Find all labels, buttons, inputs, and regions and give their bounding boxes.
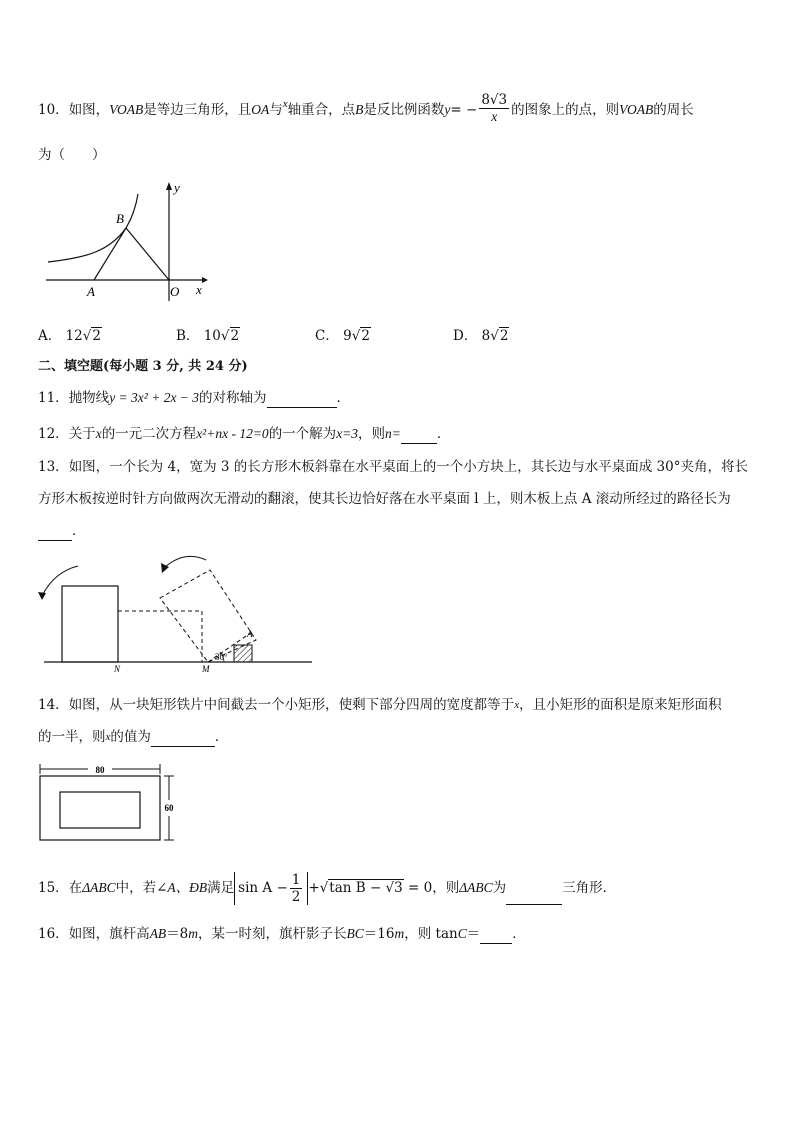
segment-ab: [94, 228, 126, 280]
option-coef: 12: [65, 328, 83, 344]
q15-text: ，则: [432, 880, 460, 896]
q16-text: 如图，旗杆高: [68, 926, 150, 942]
q10-triangle: VOAB: [619, 102, 654, 117]
option-coef: 10: [203, 328, 221, 344]
q15-half-num: 1: [291, 872, 301, 888]
q14-figure: [38, 760, 188, 846]
q15-text: 满足: [207, 880, 235, 896]
q15-number: 15．: [38, 880, 69, 896]
q10-line1: [38, 94, 694, 127]
option-key: C．: [315, 328, 339, 344]
q15-triangle: ΔABC: [82, 880, 116, 895]
option-radicand: 2: [499, 328, 509, 344]
q10-text: 轴重合，点: [287, 102, 356, 118]
q12: [38, 424, 450, 444]
option-radicand: 2: [361, 328, 370, 344]
option-radicand: 2: [92, 328, 101, 344]
q12-solution: x=3: [336, 426, 359, 441]
segment-bo: [126, 228, 169, 280]
q14-x: x: [514, 699, 520, 711]
q15-text: 中，若∠: [115, 880, 168, 896]
q16-text: ，则 tan: [404, 926, 458, 942]
q15-eq0: = 0: [408, 880, 433, 896]
option-b[interactable]: B． 10√2: [176, 328, 240, 344]
q15-sin-expr: sin A −: [238, 880, 288, 896]
q13-line3: [38, 521, 86, 541]
q11-expression: y = 3x² + 2x − 3: [109, 390, 200, 405]
q16: [38, 924, 526, 944]
label-a: A: [247, 629, 253, 639]
label-x: x: [196, 282, 202, 297]
label-a: A: [87, 284, 95, 299]
section-title: 二、填空题(每小题 3 分, 共 24 分): [38, 359, 248, 374]
q12-equation: x²+nx - 12=0: [196, 426, 269, 441]
q16-bc: BC: [346, 926, 364, 941]
q10-point-b: B: [355, 102, 364, 117]
q14-text: 的值为: [110, 729, 151, 745]
q15-angle-b: 、ÐB: [175, 880, 208, 895]
q13-answer-blank[interactable]: [38, 526, 72, 541]
label-m: M: [202, 664, 210, 674]
q16-answer-blank[interactable]: [480, 929, 512, 944]
option-coef: 9: [343, 328, 352, 344]
q14-text: 的一半，则: [38, 729, 106, 745]
x-axis-arrow: [202, 277, 208, 283]
q12-x: x: [95, 426, 102, 441]
arrowhead: [38, 592, 46, 600]
label-y: y: [174, 180, 180, 195]
q13-figure: [34, 548, 314, 674]
option-radicand: 2: [230, 328, 240, 344]
q12-n: n=: [385, 426, 401, 441]
q14-answer-blank[interactable]: [151, 732, 215, 747]
q12-answer-blank[interactable]: [401, 429, 437, 444]
q13-line1: [38, 457, 748, 477]
q12-text: 关于: [68, 426, 96, 442]
q10-oa: OA: [251, 102, 270, 117]
q15: 15．在ΔABC中，若∠A、ÐB满足 sin A − $\frac{1}{2}$ +√tan B − √3 = 0，则ΔABC为 三角形．: [38, 872, 617, 905]
q14-end: ．: [214, 729, 229, 745]
q16-number: 16．: [38, 926, 69, 942]
q15-absolute-value: [234, 872, 308, 905]
board-position-1: [62, 586, 118, 662]
q11-answer-blank[interactable]: [267, 393, 337, 408]
q15-sqrt-expr: tan B − √3: [329, 880, 403, 896]
q10-y: y: [444, 102, 451, 117]
q12-number: 12．: [38, 426, 69, 442]
q12-end: ．: [436, 426, 451, 442]
q12-text: 的一元二次方程: [101, 426, 197, 442]
q14-text: 如图，从一块矩形铁片中间截去一个小矩形，使剩下部分四周的宽度都等于: [68, 697, 515, 713]
q16-text: ＝8: [166, 926, 189, 942]
q16-text: ＝: [466, 926, 481, 942]
option-key: A．: [38, 328, 62, 344]
q10-text: 的周长: [653, 102, 694, 118]
q14-line2: [38, 727, 228, 747]
rotation-arrow-2: [164, 556, 206, 568]
q16-text: ＝16: [363, 926, 395, 942]
angle-label: 30°: [215, 652, 228, 662]
q14-text: ，且小矩形的面积是原来矩形面积: [519, 697, 722, 713]
q10-triangle: VOAB: [109, 102, 144, 117]
q16-unit: m: [394, 926, 405, 941]
q16-ab: AB: [149, 926, 167, 941]
rotation-arrow-1: [42, 566, 78, 596]
hyperbola-curve: [48, 194, 138, 262]
q15-half: [290, 872, 303, 905]
label-o: O: [170, 284, 180, 299]
q14-number: 14．: [38, 697, 69, 713]
option-key: B．: [176, 328, 200, 344]
option-d[interactable]: D． 8√2: [453, 328, 509, 344]
q10-text: 如图，: [68, 102, 110, 118]
q11-text: 抛物线: [68, 390, 110, 406]
q11-text: 的对称轴为: [199, 390, 267, 406]
q10-fraction: [479, 92, 509, 125]
q10-figure: [44, 176, 214, 304]
q10-text: 与: [269, 102, 283, 118]
height-label: 60: [164, 803, 174, 813]
label-n: N: [114, 664, 121, 674]
q12-text: ，则: [358, 426, 386, 442]
q16-text: ，某一时刻，旗杆影子长: [198, 926, 347, 942]
q13-number: 13．: [38, 459, 69, 475]
q12-text: 的一个解为: [268, 426, 337, 442]
option-a[interactable]: A． 12√2: [38, 328, 101, 344]
q10-frac-num: 8√3: [481, 92, 508, 108]
q16-end: ．: [512, 926, 526, 942]
option-key: D．: [453, 328, 478, 344]
q16-c: C: [457, 926, 467, 941]
q10-number: 10．: [38, 102, 69, 118]
q15-angle-a: A: [167, 880, 176, 895]
q13-end: ．: [72, 523, 86, 539]
inner-rectangle: [60, 792, 140, 828]
q14-line1: [38, 695, 722, 715]
q11-number: 11．: [38, 390, 69, 406]
q11: [38, 388, 350, 408]
q10-text: 是等边三角形，且: [143, 102, 252, 118]
q10-text: 的图象上的点，则: [511, 102, 620, 118]
q15-half-den: 2: [291, 889, 301, 905]
label-b: B: [116, 211, 124, 226]
q15-answer-blank[interactable]: [506, 890, 562, 905]
q10-x: x: [282, 98, 288, 110]
q15-text: 在: [68, 880, 83, 896]
q15-text: 三角形．: [562, 880, 617, 896]
q11-end: ．: [336, 390, 351, 406]
outer-rectangle: [40, 776, 160, 840]
small-block: [234, 645, 252, 662]
q10-frac-den: x: [491, 109, 498, 124]
q10-eq: = −: [450, 102, 478, 118]
q15-triangle: ΔABC: [459, 880, 493, 895]
q10-text: 是反比例函数: [363, 102, 445, 118]
option-coef: 8: [481, 328, 491, 344]
q16-unit: m: [188, 926, 199, 941]
q13-text: 如图，一个长为 4，宽为 3 的长方形木板斜靠在水平桌面上的一个小方块上，其长边与水平桌面成 30°夹角，将长: [68, 459, 748, 475]
width-label: 80: [95, 765, 105, 775]
q14-x: x: [105, 731, 111, 743]
q13-line2: 方形木板按逆时针方向做两次无滑动的翻滚，使其长边恰好落在水平桌面 l 上，则木板上点 A 滚动所经过的路径长为: [38, 491, 731, 507]
y-axis-arrow: [166, 182, 172, 190]
option-c[interactable]: C． 9√2: [315, 328, 370, 344]
q10-line2: 为（ ）: [38, 147, 106, 163]
q15-text: 为: [492, 880, 507, 896]
q15-plus: +: [308, 880, 320, 896]
